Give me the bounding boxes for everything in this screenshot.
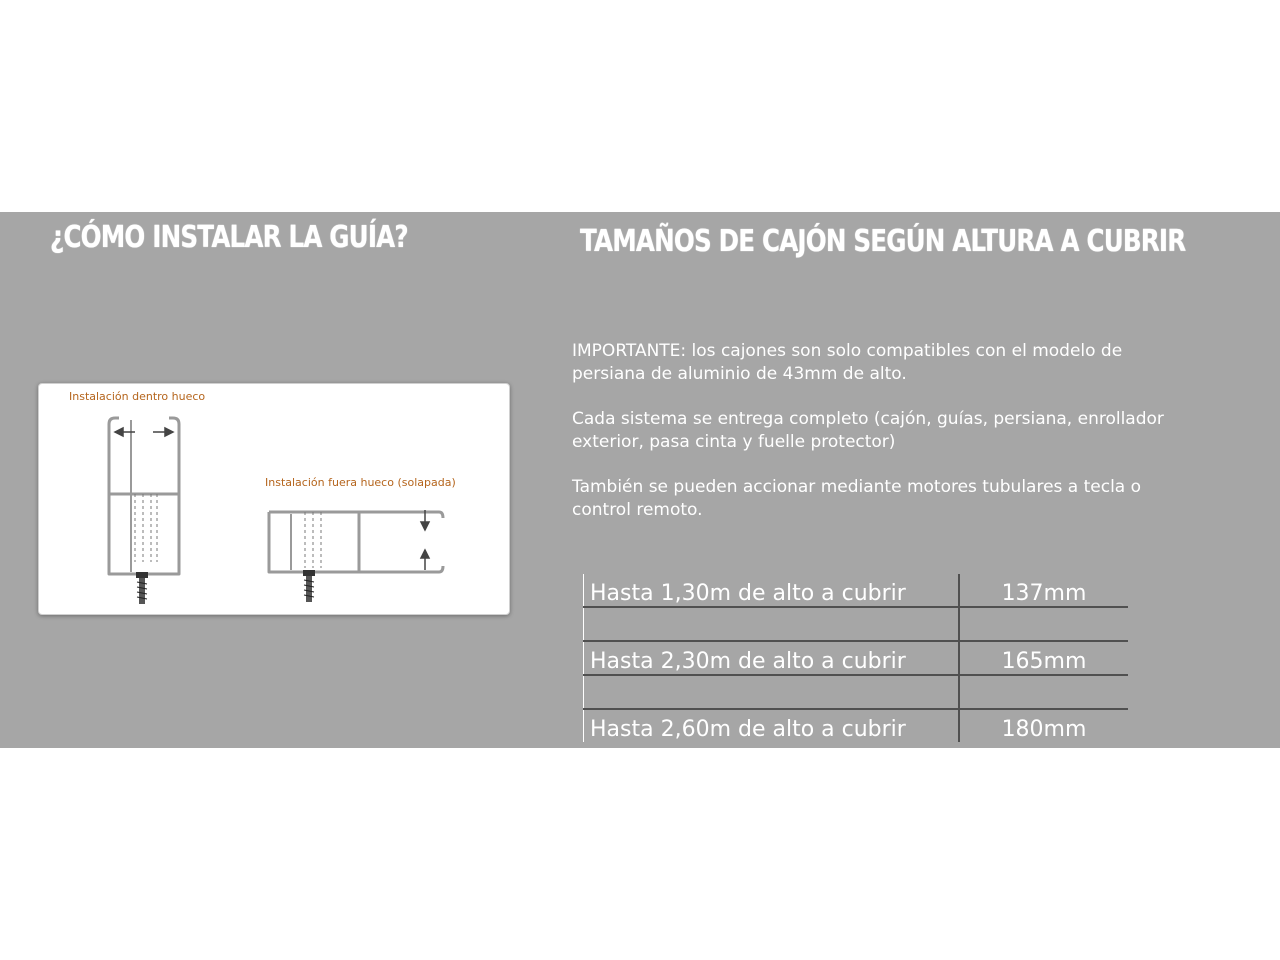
info-paragraph: También se pueden accionar mediante motores tubulares a tecla o control remoto. — [572, 477, 1142, 520]
profile-inside-outline — [109, 418, 179, 574]
screw-outside — [303, 570, 315, 602]
important-info — [572, 340, 1192, 544]
info-paragraph: Cada sistema se entrega completo (cajón, guías, persiana, enrollador exterior, pasa cinta y fuelle protector) — [572, 409, 1164, 452]
table-row — [584, 607, 1129, 641]
table-cell-height: Hasta 2,30m de alto a cubrir — [584, 641, 960, 675]
table-row — [584, 641, 1129, 675]
table-cell-height — [584, 607, 960, 641]
box-size-table — [583, 574, 1128, 742]
table-row — [584, 675, 1129, 709]
table-cell-size — [959, 675, 1128, 709]
screw-inside — [136, 572, 148, 604]
install-guide-title: ¿CÓMO INSTALAR LA GUÍA? — [50, 220, 408, 255]
table-row — [584, 574, 1129, 607]
seal-arrows-outside — [421, 510, 429, 570]
table-cell-size: 137mm — [959, 574, 1128, 607]
table-cell-height: Hasta 1,30m de alto a cubrir — [584, 574, 960, 607]
label-outside-recess: Instalación fuera hueco (solapada) — [265, 476, 456, 489]
table-cell-size: 180mm — [1001, 717, 1087, 742]
table-cell-size — [959, 607, 1128, 641]
table-cell-size: 165mm — [959, 641, 1128, 675]
profile-outside-outline — [269, 512, 359, 572]
seal-arrows-inside — [115, 428, 173, 436]
installation-diagram — [38, 383, 510, 615]
table-cell-height — [584, 675, 960, 709]
box-sizes-title: TAMAÑOS DE CAJÓN SEGÚN ALTURA A CUBRIR — [580, 224, 1186, 259]
guide-profile-drawing — [39, 384, 509, 614]
label-inside-recess: Instalación dentro hueco — [69, 390, 206, 403]
info-paragraph: IMPORTANTE: los cajones son solo compatibles con el modelo de persiana de aluminio de 43mm de alto. — [572, 341, 1123, 384]
table-cell-height: Hasta 2,60m de alto a cubrir — [584, 709, 960, 742]
table-row — [584, 709, 1129, 742]
